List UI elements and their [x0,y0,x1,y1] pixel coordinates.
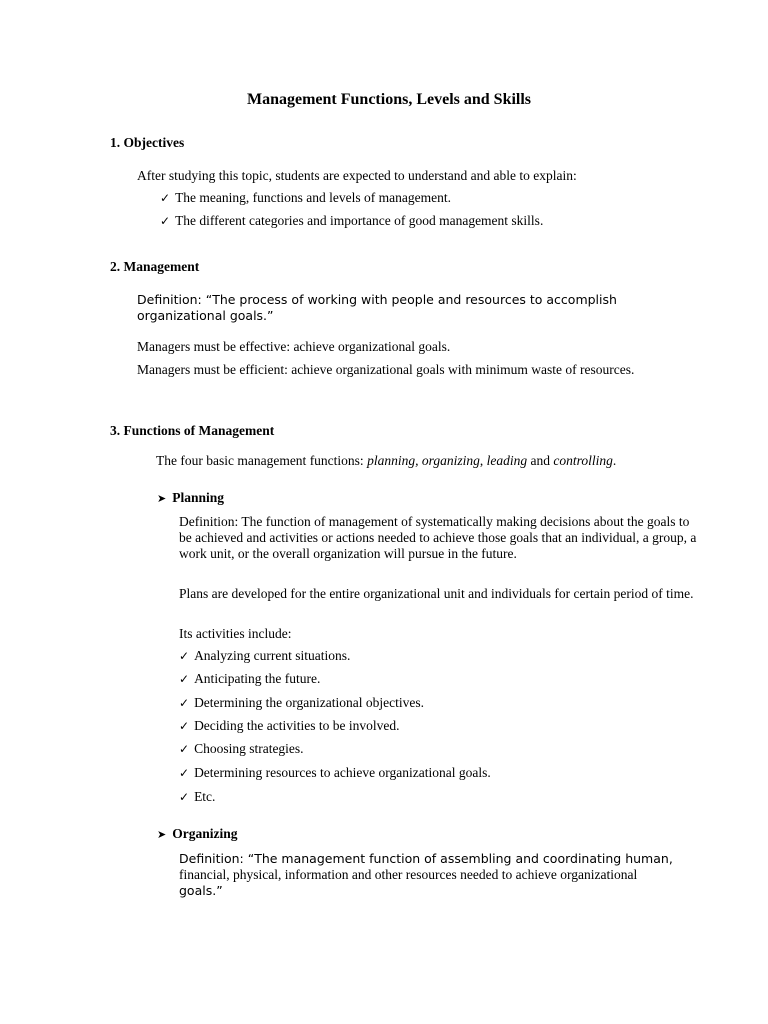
function-planning-organizing: planning, organizing [367,453,480,468]
managers-effective: Managers must be effective: achieve organizational goals. [137,339,451,354]
management-definition-line1: Definition: “The process of working with people and resources to accomplish [137,292,617,307]
function-leading: leading [486,453,528,468]
subheading-planning: ➤ Planning [157,490,224,505]
check-icon: ✓ [179,742,190,756]
check-icon: ✓ [179,649,190,663]
check-icon: ✓ [179,719,190,733]
planning-plans: Plans are developed for the entire organizational unit and individuals for certain period of time. [179,586,694,601]
managers-efficient: Managers must be efficient: achieve organizational goals with minimum waste of resources. [137,362,635,377]
organizing-definition-line1: Definition: “The management function of assembling and coordinating human, [179,851,673,866]
check-icon: ✓ [179,672,190,686]
planning-activities-label: Its activities include: [179,626,292,641]
list-item: ✓ Etc. [179,789,216,804]
list-item: ✓ The meaning, functions and levels of management. [160,190,451,205]
planning-definition: Definition: The function of management of systematically making decisions about the goals to be achieved and activities or actions needed to achieve those goals that an individual, a group, a work unit, or the overall organization will pursue in the future. [179,514,697,561]
arrow-right-icon: ➤ [157,828,167,841]
section-heading-management: 2. Management [110,259,200,274]
list-item: ✓ Analyzing current situations. [179,648,351,663]
check-icon: ✓ [179,766,190,780]
check-icon: ✓ [160,214,171,228]
subheading-organizing: ➤ Organizing [157,826,238,841]
check-icon: ✓ [179,790,190,804]
list-item: ✓ Determining the organizational objectives. [179,695,424,710]
list-item: ✓ Determining resources to achieve organizational goals. [179,765,491,780]
management-definition-line2: organizational goals.” [137,308,274,323]
functions-intro: The four basic management functions: planning, organizing, leading and controlling. [156,453,617,468]
organizing-definition-line2: financial, physical, information and other resources needed to achieve organizational [179,867,638,882]
objectives-intro: After studying this topic, students are expected to understand and able to explain: [137,168,577,183]
organizing-definition-line3: goals.” [179,883,223,898]
check-icon: ✓ [179,696,190,710]
check-icon: ✓ [160,191,171,205]
arrow-right-icon: ➤ [157,492,167,505]
list-item: ✓ Deciding the activities to be involved. [179,718,400,733]
section-heading-objectives: 1. Objectives [110,135,185,150]
function-controlling: controlling [553,453,613,468]
section-heading-functions: 3. Functions of Management [110,423,275,438]
page-title: Management Functions, Levels and Skills [247,91,532,108]
list-item: ✓ Choosing strategies. [179,741,304,756]
list-item: ✓ Anticipating the future. [179,671,321,686]
list-item: ✓ The different categories and importance of good management skills. [160,213,544,228]
